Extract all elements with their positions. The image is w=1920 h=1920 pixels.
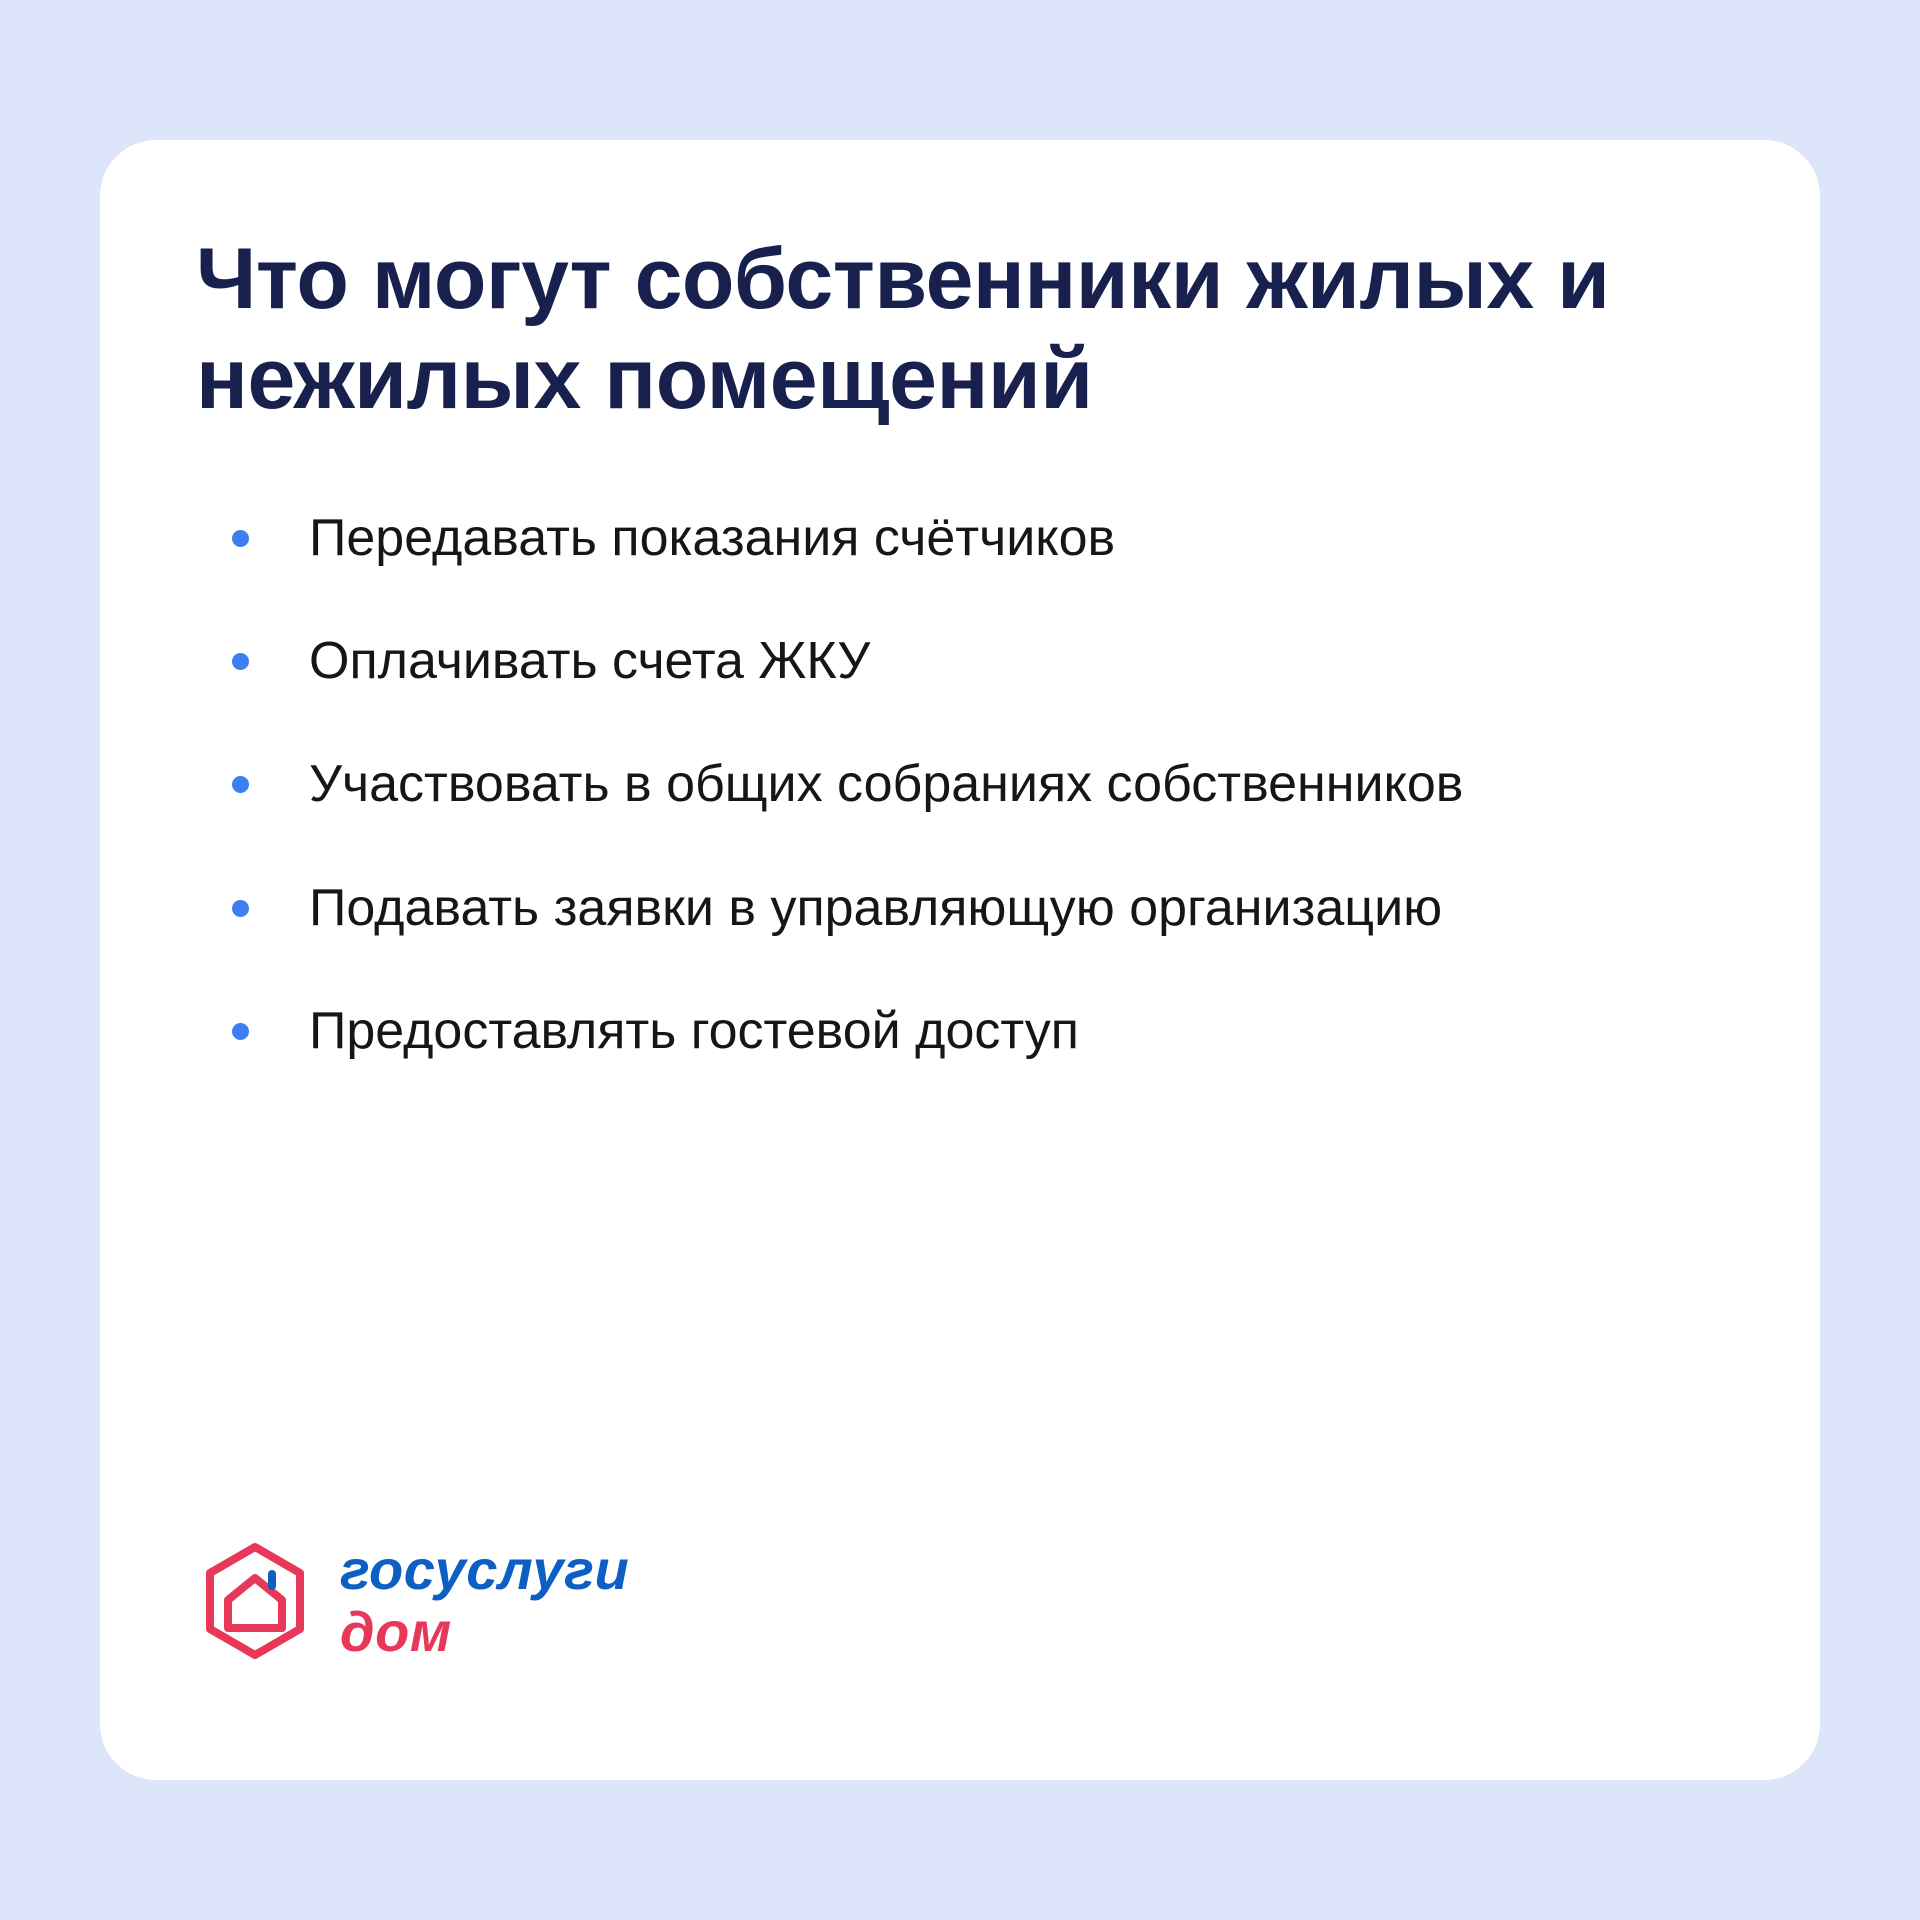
list-item-label: Участвовать в общих собраниях собственников bbox=[309, 755, 1464, 814]
list-item bbox=[196, 508, 1724, 569]
list-item bbox=[196, 1001, 1724, 1062]
list-item-label: Оплачивать счета ЖКУ bbox=[309, 631, 871, 690]
list-item-label: Предоставлять гостевой доступ bbox=[309, 1001, 1079, 1060]
bullet-dot-icon bbox=[232, 530, 249, 547]
bullet-dot-icon bbox=[232, 776, 249, 793]
content-card bbox=[100, 140, 1820, 1780]
gosuslugi-dom-house-icon bbox=[196, 1542, 314, 1660]
brand-line-dom: дом bbox=[340, 1600, 452, 1663]
brand-footer bbox=[196, 1538, 1724, 1700]
list-item bbox=[196, 631, 1724, 692]
bullet-dot-icon bbox=[232, 1023, 249, 1040]
page-title: Что могут собственники жилых и нежилых помещений bbox=[196, 231, 1610, 427]
brand-wordmark bbox=[340, 1538, 630, 1663]
benefits-list bbox=[196, 508, 1724, 1063]
bullet-dot-icon bbox=[232, 900, 249, 917]
list-item bbox=[196, 754, 1724, 815]
list-item-label: Передавать показания счётчиков bbox=[309, 508, 1116, 567]
brand-line-gosuslugi: госуслуги bbox=[340, 1538, 630, 1601]
bullet-dot-icon bbox=[232, 653, 249, 670]
list-item-label: Подавать заявки в управляющую организацию bbox=[309, 878, 1443, 937]
list-item bbox=[196, 878, 1724, 939]
